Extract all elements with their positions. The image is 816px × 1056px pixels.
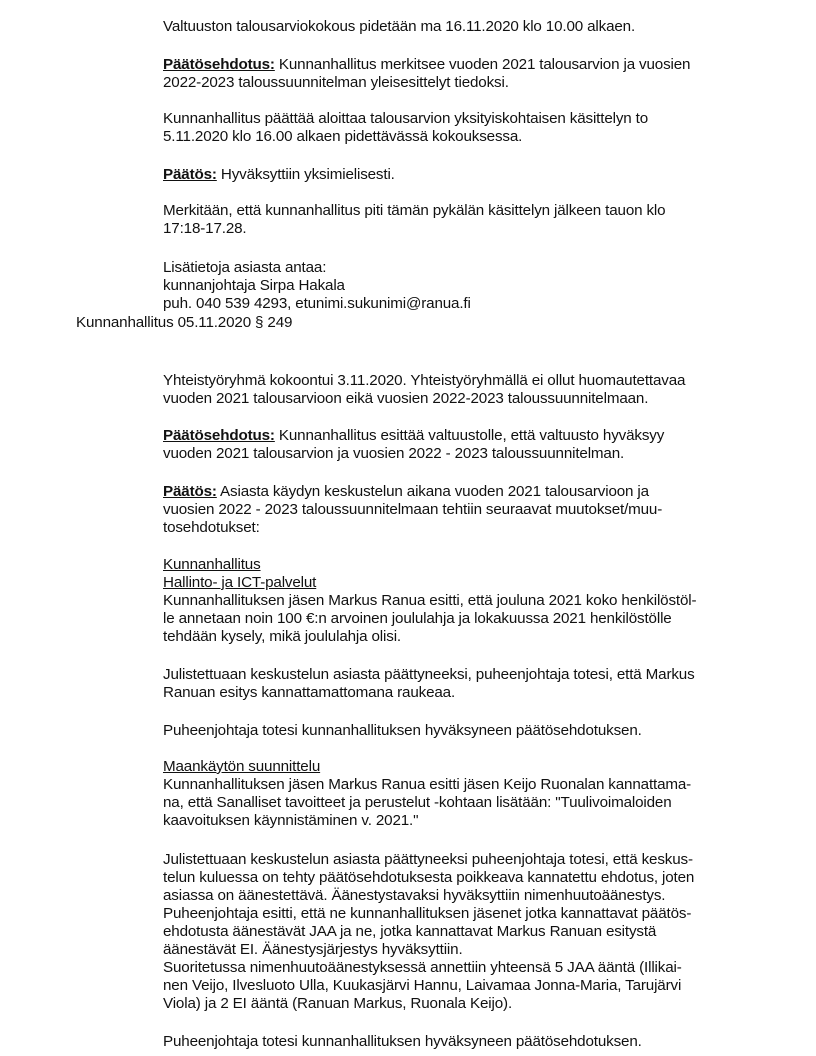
text-line: 2022-2023 taloussuunnitelman yleisesittelyt tiedoksi. <box>163 74 509 91</box>
paragraph-proposal-2 <box>163 427 664 445</box>
label-paatosehdotus: Päätösehdotus: <box>163 56 275 73</box>
text-line: Kunnanhallitus päättää aloittaa talousarvion yksityiskohtaisen käsittelyn to <box>163 110 649 127</box>
text-line: tosehdotukset: <box>163 519 260 536</box>
contact-line: puh. 040 539 4293, etunimi.sukunimi@ranua.fi <box>163 295 471 312</box>
text-line: 17:18-17.28. <box>163 220 247 237</box>
subheading-hallinto-ict: Hallinto- ja ICT-palvelut <box>163 574 317 591</box>
text-line: tehdään kysely, mikä joululahja olisi. <box>163 628 401 645</box>
contact-line: kunnanjohtaja Sirpa Hakala <box>163 277 345 294</box>
text-line: ehdotusta äänestävät JAA ja ne, jotka kannattavat Markus Ranuan esitystä <box>163 923 657 940</box>
subheading-kunnanhallitus: Kunnanhallitus <box>163 556 261 573</box>
text-line: äänestävät EI. Äänestysjärjestys hyväksyttiin. <box>163 941 463 958</box>
paragraph-decision-2 <box>163 483 649 501</box>
text-line: Ranuan esitys kannattamattomana raukeaa. <box>163 684 456 701</box>
text-line: na, että Sanalliset tavoitteet ja perustelut -kohtaan lisätään: "Tuulivoimaloiden <box>163 794 672 811</box>
paragraph-meeting-notice: Valtuuston talousarviokokous pidetään ma 16.11.2020 klo 10.00 alkaen. <box>163 18 636 35</box>
text-line: asiassa on äänestettävä. Äänestystavaksi hyväksyttiin nimenhuutoäänestys. <box>163 887 666 904</box>
text-line: Kunnanhallituksen jäsen Markus Ranua esitti jäsen Keijo Ruonalan kannattama- <box>163 776 692 793</box>
text-line: nen Veijo, Ilvesluoto Ulla, Kuukasjärvi Hannu, Laivamaa Jonna-Maria, Tarujärvi <box>163 977 682 994</box>
text-line: vuoden 2021 talousarvioon eikä vuosien 2022-2023 taloussuunnitelmaan. <box>163 390 649 407</box>
text-line: Merkitään, että kunnanhallitus piti tämän pykälän käsittelyn jälkeen tauon klo <box>163 202 666 219</box>
label-paatosehdotus: Päätösehdotus: <box>163 427 275 444</box>
text-line: Julistettuaan keskustelun asiasta päättyneeksi, puheenjohtaja totesi, että Markus <box>163 666 695 683</box>
label-paatos: Päätös: <box>163 166 217 183</box>
contact-line: Lisätietoja asiasta antaa: <box>163 259 327 276</box>
text-line: Kunnanhallituksen jäsen Markus Ranua esitti, että jouluna 2021 koko henkilöstöl- <box>163 592 697 609</box>
text-line: telun kuluessa on tehty päätösehdotuksesta poikkeava kannatettu ehdotus, joten <box>163 869 695 886</box>
text-line: Puheenjohtaja esitti, että ne kunnanhallituksen jäsenet jotka kannattavat päätös- <box>163 905 692 922</box>
text-line: Suoritetussa nimenhuutoäänestyksessä annettiin yhteensä 5 JAA ääntä (Illikai- <box>163 959 682 976</box>
text-line: Julistettuaan keskustelun asiasta päättyneeksi puheenjohtaja totesi, että keskus- <box>163 851 693 868</box>
text-line: le annetaan noin 100 €:n arvoinen joululahja ja lokakuussa 2021 henkilöstölle <box>163 610 672 627</box>
subheading-maankaytto: Maankäytön suunnittelu <box>163 758 321 775</box>
text-line: vuoden 2021 talousarvion ja vuosien 2022 - 2023 taloussuunnitelman. <box>163 445 625 462</box>
text-line: Puheenjohtaja totesi kunnanhallituksen hyväksyneen päätösehdotuksen. <box>163 722 642 739</box>
text-line: vuosien 2022 - 2023 taloussuunnitelmaan tehtiin seuraavat muutokset/muu- <box>163 501 663 518</box>
paragraph-decision-1 <box>163 166 395 184</box>
text-line: Kunnanhallitus merkitsee vuoden 2021 talousarvion ja vuosien <box>274 56 691 73</box>
paragraph-proposal-1 <box>163 56 690 74</box>
text-line: Puheenjohtaja totesi kunnanhallituksen hyväksyneen päätösehdotuksen. <box>163 1033 642 1050</box>
text-line: Yhteistyöryhmä kokoontui 3.11.2020. Yhteistyöryhmällä ei ollut huomautettavaa <box>163 372 686 389</box>
section-heading: Kunnanhallitus 05.11.2020 § 249 <box>76 314 293 331</box>
text-line: Kunnanhallitus esittää valtuustolle, että valtuusto hyväksyy <box>274 427 665 444</box>
text-line: kaavoituksen käynnistäminen v. 2021." <box>163 812 419 829</box>
text-line: Asiasta käydyn keskustelun aikana vuoden 2021 talousarvioon ja <box>216 483 649 500</box>
text-line: Viola) ja 2 EI ääntä (Ranuan Markus, Ruonala Keijo). <box>163 995 513 1012</box>
text-line: Hyväksyttiin yksimielisesti. <box>216 166 395 183</box>
text-line: 5.11.2020 klo 16.00 alkaen pidettävässä kokouksessa. <box>163 128 523 145</box>
label-paatos: Päätös: <box>163 483 217 500</box>
